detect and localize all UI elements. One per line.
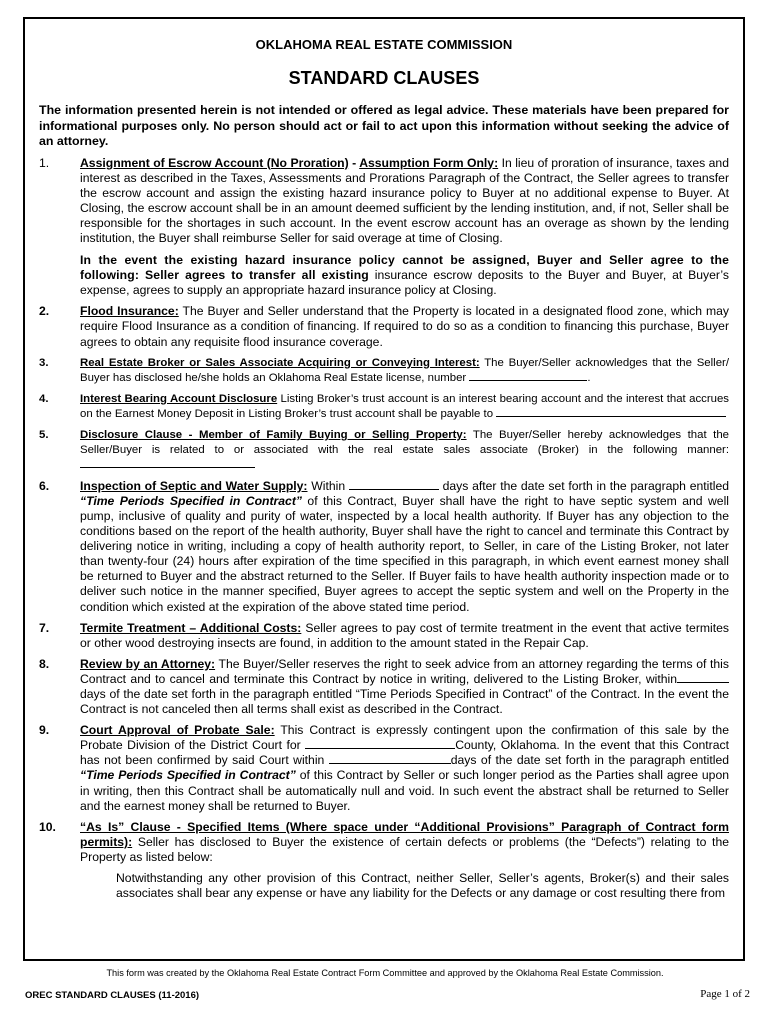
clause-text: of this Contract, Buyer shall have the right to have septic system and well pump, inclusive of quality and purity of water, inspected by a local health authority. If Buyer has any objection to the conditions based on the report of the health authority, Buyer shall have the right to cancel and terminate this Contract by delivering notice in writing, including a copy of health authority report, to Seller, in care of the Listing Broker, not later than twenty-four (24) hours after expiration of the time specified in this paragraph, in which event earnest money shall be returned to Buyer and the abstract returned to the Seller. If Buyer fails to have health authority inspection made or to deliver such notice in the manner specified, Buyer agrees to accept the septic system and well on the Property in the condition which existed at the expiration of the above stated time period. — [80, 493, 729, 614]
clause-text: In lieu of proration of insurance, taxes and interest as described in the Taxes, Assessments and Prorations Paragraph of the Contract, the Seller agrees to transfer the escrow account and assign the existing hazard insurance policy to Buyer at no additional expense to Buyer. At Closing, the escrow account shall be in an amount deemed sufficient by the lending institution, and, if not, Seller shall be responsible for the shortages in such account. In the event escrow account has an overage as shown by the lending institution, the Buyer shall reimburse Seller for said overage at time of Closing. — [80, 155, 729, 245]
clause-text: The Buyer and Seller understand that the Property is located in a designated flood zone, which may require Flood Insurance as a condition of financing. If required to do so as a condition to financing this purchase, Buyer agrees to obtain any requisite flood insurance coverage. — [80, 304, 729, 349]
clause-number: 3. — [39, 356, 49, 369]
clause-number: 9. — [39, 723, 50, 738]
clause-heading: Flood Insurance: — [80, 304, 179, 319]
clause-number: 5. — [39, 429, 49, 441]
clause-text: Listing Broker’s trust account is an interest bearing account and the interest that accrues on the Earnest Money Deposit in Listing Broker’s trust account shall be payable to — [80, 392, 729, 421]
county-field[interactable] — [305, 738, 455, 749]
clause-text: days of the date set forth in the paragraph entitled “Time Periods Specified in Contract” of the Contract. In the event the Contract is not canceled then all terms shall exist as described in the Contract. — [80, 687, 729, 717]
clause-number: 4. — [39, 392, 49, 405]
clause-heading: Inspection of Septic and Water Supply: — [80, 478, 308, 493]
page-number: Page 1 of 2 — [700, 988, 750, 1000]
clause-number: 7. — [39, 620, 50, 635]
clause-text: The Buyer/Seller acknowledges that the Seller/ Buyer has disclosed he/she holds an Oklahoma Real Estate license, number — [80, 356, 729, 385]
clause-6 — [39, 479, 729, 615]
clause-list — [39, 156, 729, 902]
clause-3 — [39, 356, 729, 386]
clause-text: The Buyer/Seller reserves the right to seek advice from an attorney regarding the terms of this Contract and to cancel and terminate this Contract by notice in writing, delivered to the Listing Broker, within — [80, 656, 729, 686]
clause-italic-reference: “Time Periods Specified in Contract” — [80, 768, 296, 783]
clause-paragraph — [80, 253, 729, 298]
clause-text: . — [587, 372, 591, 385]
clause-text: insurance escrow deposits to the Buyer and Buyer, at Buyer’s expense, agrees to supply an appropriate hazard insurance policy at Closing. — [80, 268, 729, 298]
clause-subparagraph: Notwithstanding any other provision of this Contract, neither Seller, Seller’s agents, Broker(s) and their sales associates shall bear any expense or have any liability for the Defects or any damage or cost resulting there from — [116, 871, 729, 901]
clause-heading: Termite Treatment – Additional Costs: — [80, 620, 302, 635]
clause-text: Seller has disclosed to Buyer the existence of certain defects or problems (the “Defects”) relating to the Property as listed below: — [80, 834, 729, 864]
clause-text: of this Contract by Seller or such longer period as the Parties shall agree upon in writing, then this Contract shall be automatically null and void. In such event the abstract shall be returned to Seller and the earnest money shall be returned to Buyer. — [80, 768, 729, 813]
clause-text: The Buyer/Seller hereby acknowledges that the Seller/Buyer is related to or associated with the real estate sales associate (Broker) in the following manner: — [80, 429, 729, 456]
clause-number: 2. — [39, 304, 50, 319]
clause-4 — [39, 392, 729, 422]
heading-separator: - — [348, 155, 360, 170]
agency-name: OKLAHOMA REAL ESTATE COMMISSION — [255, 37, 513, 52]
clause-heading: Review by an Attorney: — [80, 656, 216, 671]
document-frame — [23, 17, 745, 961]
clause-heading: Interest Bearing Account Disclosure — [80, 392, 278, 405]
court-confirmation-days-field[interactable] — [329, 753, 451, 764]
clause-text: Seller agrees to pay cost of termite treatment in the event that active termites or other wood destroying insects are found, in addition to the amount stated in the Repair Cap. — [80, 620, 730, 650]
clause-heading: Assumption Form Only: — [359, 155, 499, 170]
clause-number: 10. — [39, 819, 56, 834]
form-code: OREC STANDARD CLAUSES (11-2016) — [25, 990, 200, 1001]
clause-5 — [39, 428, 729, 473]
clause-number: 8. — [39, 656, 50, 671]
document-title: STANDARD CLAUSES — [288, 68, 480, 88]
clause-heading: Assignment of Escrow Account (No Proration) — [80, 155, 349, 170]
clause-8 — [39, 657, 729, 717]
clause-text: This Contract is expressly contingent upon the confirmation of this sale by the Probate Division of the District Court for — [80, 723, 729, 753]
clause-number: 6. — [39, 478, 50, 493]
clause-heading: Court Approval of Probate Sale: — [80, 723, 275, 738]
clause-7 — [39, 621, 729, 651]
clause-2 — [39, 304, 729, 349]
clause-heading: Disclosure Clause - Member of Family Buying or Selling Property: — [80, 429, 467, 441]
clause-9 — [39, 723, 729, 814]
clause-number: 1. — [39, 155, 50, 170]
clause-text: days of the date set forth in the paragraph entitled — [450, 753, 730, 768]
legal-disclaimer: The information presented herein is not intended or offered as legal advice. These materials have been prepared for informational purposes only. No person should act or fail to act upon this information without seeking the advice of an attorney. — [39, 103, 729, 148]
footer-note: This form was created by the Oklahoma Real Estate Contract Form Committee and approved by the Oklahoma Real Estate Commission. — [106, 968, 664, 978]
clause-heading: Real Estate Broker or Sales Associate Acquiring or Conveying Interest: — [80, 356, 480, 369]
clause-10 — [39, 820, 729, 901]
clause-italic-reference: “Time Periods Specified in Contract” — [80, 493, 302, 508]
relationship-field[interactable] — [80, 457, 255, 468]
clause-text: County, Oklahoma. In the event that this Contract has not been confirmed by said Court within — [80, 738, 729, 768]
clause-text: Within — [307, 478, 349, 493]
clause-1 — [39, 156, 729, 299]
clause-emphasis: In the event the existing hazard insurance policy cannot be assigned, Buyer and Seller agree to the following: Seller agrees to transfer all existing — [80, 253, 729, 283]
clause-text: days after the date set forth in the paragraph entitled — [438, 478, 730, 493]
license-number-field[interactable] — [469, 370, 587, 381]
clause-heading: “As Is” Clause - Specified Items (Where space under “Additional Provisions” Paragraph of Contract form permits): — [80, 819, 729, 849]
interest-payee-field[interactable] — [496, 406, 726, 417]
attorney-review-days-field[interactable] — [677, 672, 729, 683]
inspection-days-field[interactable] — [349, 479, 439, 490]
